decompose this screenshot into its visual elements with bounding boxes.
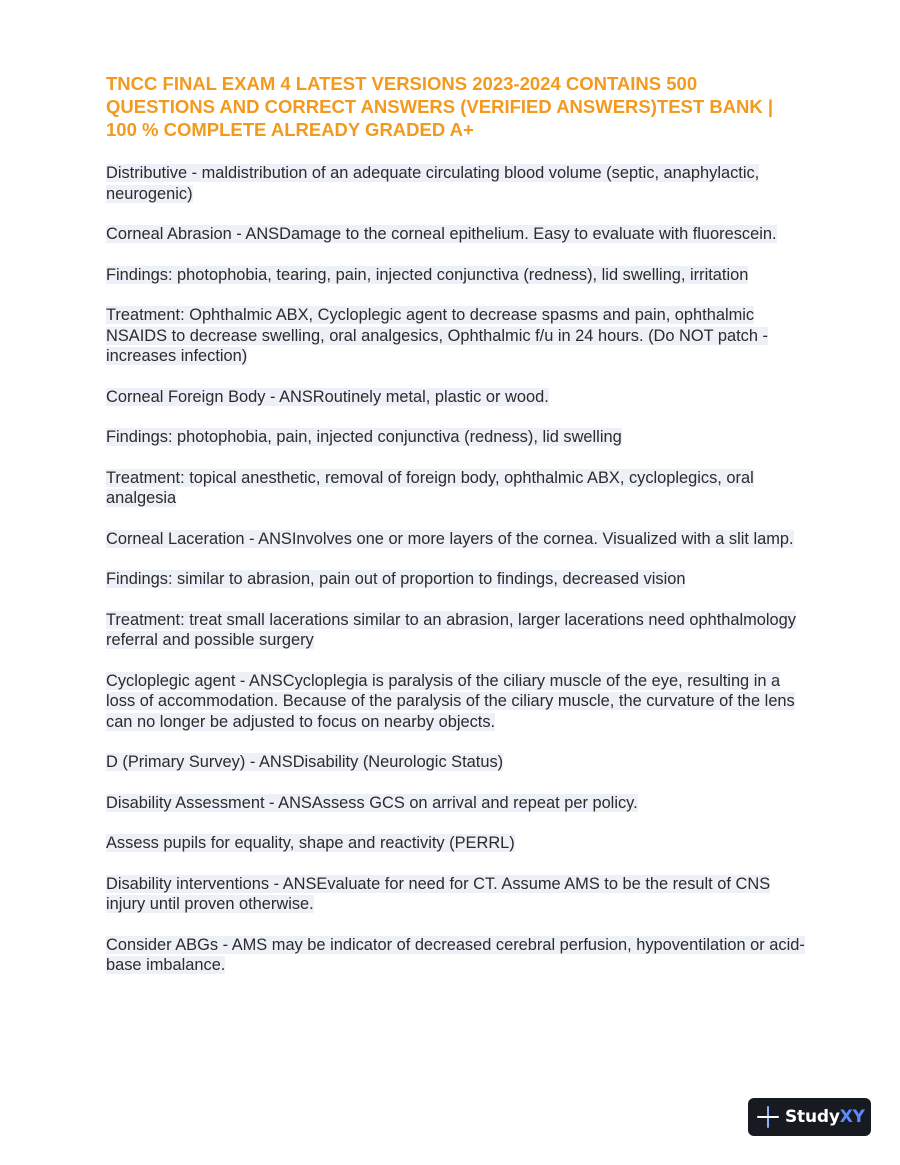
paragraph-text: Assess pupils for equality, shape and reactivity (PERRL) xyxy=(106,834,515,852)
paragraph-text: Disability interventions - ANSEvaluate for need for CT. Assume AMS to be the result of CNS injury until proven otherwise. xyxy=(106,874,771,913)
paragraph xyxy=(106,793,806,814)
paragraph xyxy=(106,224,806,245)
paragraph-text: Findings: photophobia, pain, injected conjunctiva (redness), lid swelling xyxy=(106,428,622,446)
document-title: TNCC FINAL EXAM 4 LATEST VERSIONS 2023-2024 CONTAINS 500 QUESTIONS AND CORRECT ANSWERS (VERIFIED ANSWERS)TEST BANK | 100 % COMPLETE ALREADY GRADED A+ xyxy=(106,73,774,140)
paragraph xyxy=(106,610,806,651)
document-body xyxy=(106,163,806,996)
paragraph-text: Treatment: Ophthalmic ABX, Cycloplegic agent to decrease spasms and pain, ophthalmic NSAIDS to decrease swelling, oral analgesics, Ophthalmic f/u in 24 hours. (Do NOT patch - increases infection) xyxy=(106,306,768,365)
paragraph xyxy=(106,752,806,773)
paragraph-text: Findings: photophobia, tearing, pain, injected conjunctiva (redness), lid swelling, irritation xyxy=(106,265,749,284)
paragraph xyxy=(106,935,806,976)
paragraph-text: Disability Assessment - ANSAssess GCS on arrival and repeat per policy. xyxy=(106,793,638,812)
paragraph xyxy=(106,569,806,590)
paragraph xyxy=(106,529,806,550)
paragraph xyxy=(106,833,806,854)
paragraph-text: Findings: similar to abrasion, pain out of proportion to findings, decreased vision xyxy=(106,570,686,588)
paragraph xyxy=(106,265,806,286)
plus-sparkle-icon xyxy=(757,1106,779,1128)
paragraph-text: Treatment: treat small lacerations similar to an abrasion, larger lacerations need ophthalmology referral and possible surgery xyxy=(106,610,796,649)
paragraph xyxy=(106,468,806,509)
paragraph-text: Corneal Abrasion - ANSDamage to the corneal epithelium. Easy to evaluate with fluorescein. xyxy=(106,225,777,243)
paragraph-text: Corneal Foreign Body - ANSRoutinely metal, plastic or wood. xyxy=(106,387,549,406)
paragraph xyxy=(106,427,806,448)
paragraph-text: Treatment: topical anesthetic, removal of foreign body, ophthalmic ABX, cycloplegics, oral analgesia xyxy=(106,468,754,507)
paragraph-text: Consider ABGs - AMS may be indicator of decreased cerebral perfusion, hypoventilation or acid-base imbalance. xyxy=(106,935,805,974)
paragraph xyxy=(106,387,806,408)
paragraph xyxy=(106,874,806,915)
paragraph-text: Cycloplegic agent - ANSCycloplegia is paralysis of the ciliary muscle of the eye, resulting in a loss of accommodation. Because of the paralysis of the ciliary muscle, the curvature of the lens can no longer be adjusted to focus on nearby objects. xyxy=(106,671,795,731)
paragraph xyxy=(106,671,806,733)
studyxy-logo-text xyxy=(785,1107,865,1127)
paragraph-text: Distributive - maldistribution of an adequate circulating blood volume (septic, anaphylactic, neurogenic) xyxy=(106,164,760,203)
paragraph-text: D (Primary Survey) - ANSDisability (Neurologic Status) xyxy=(106,753,504,771)
paragraph xyxy=(106,163,806,204)
paragraph xyxy=(106,305,806,367)
paragraph-text: Corneal Laceration - ANSInvolves one or more layers of the cornea. Visualized with a slit lamp. xyxy=(106,529,794,548)
logo-text-accent: XY xyxy=(839,1107,865,1127)
logo-text-main: Study xyxy=(785,1107,840,1127)
studyxy-logo-badge[interactable] xyxy=(748,1098,871,1136)
